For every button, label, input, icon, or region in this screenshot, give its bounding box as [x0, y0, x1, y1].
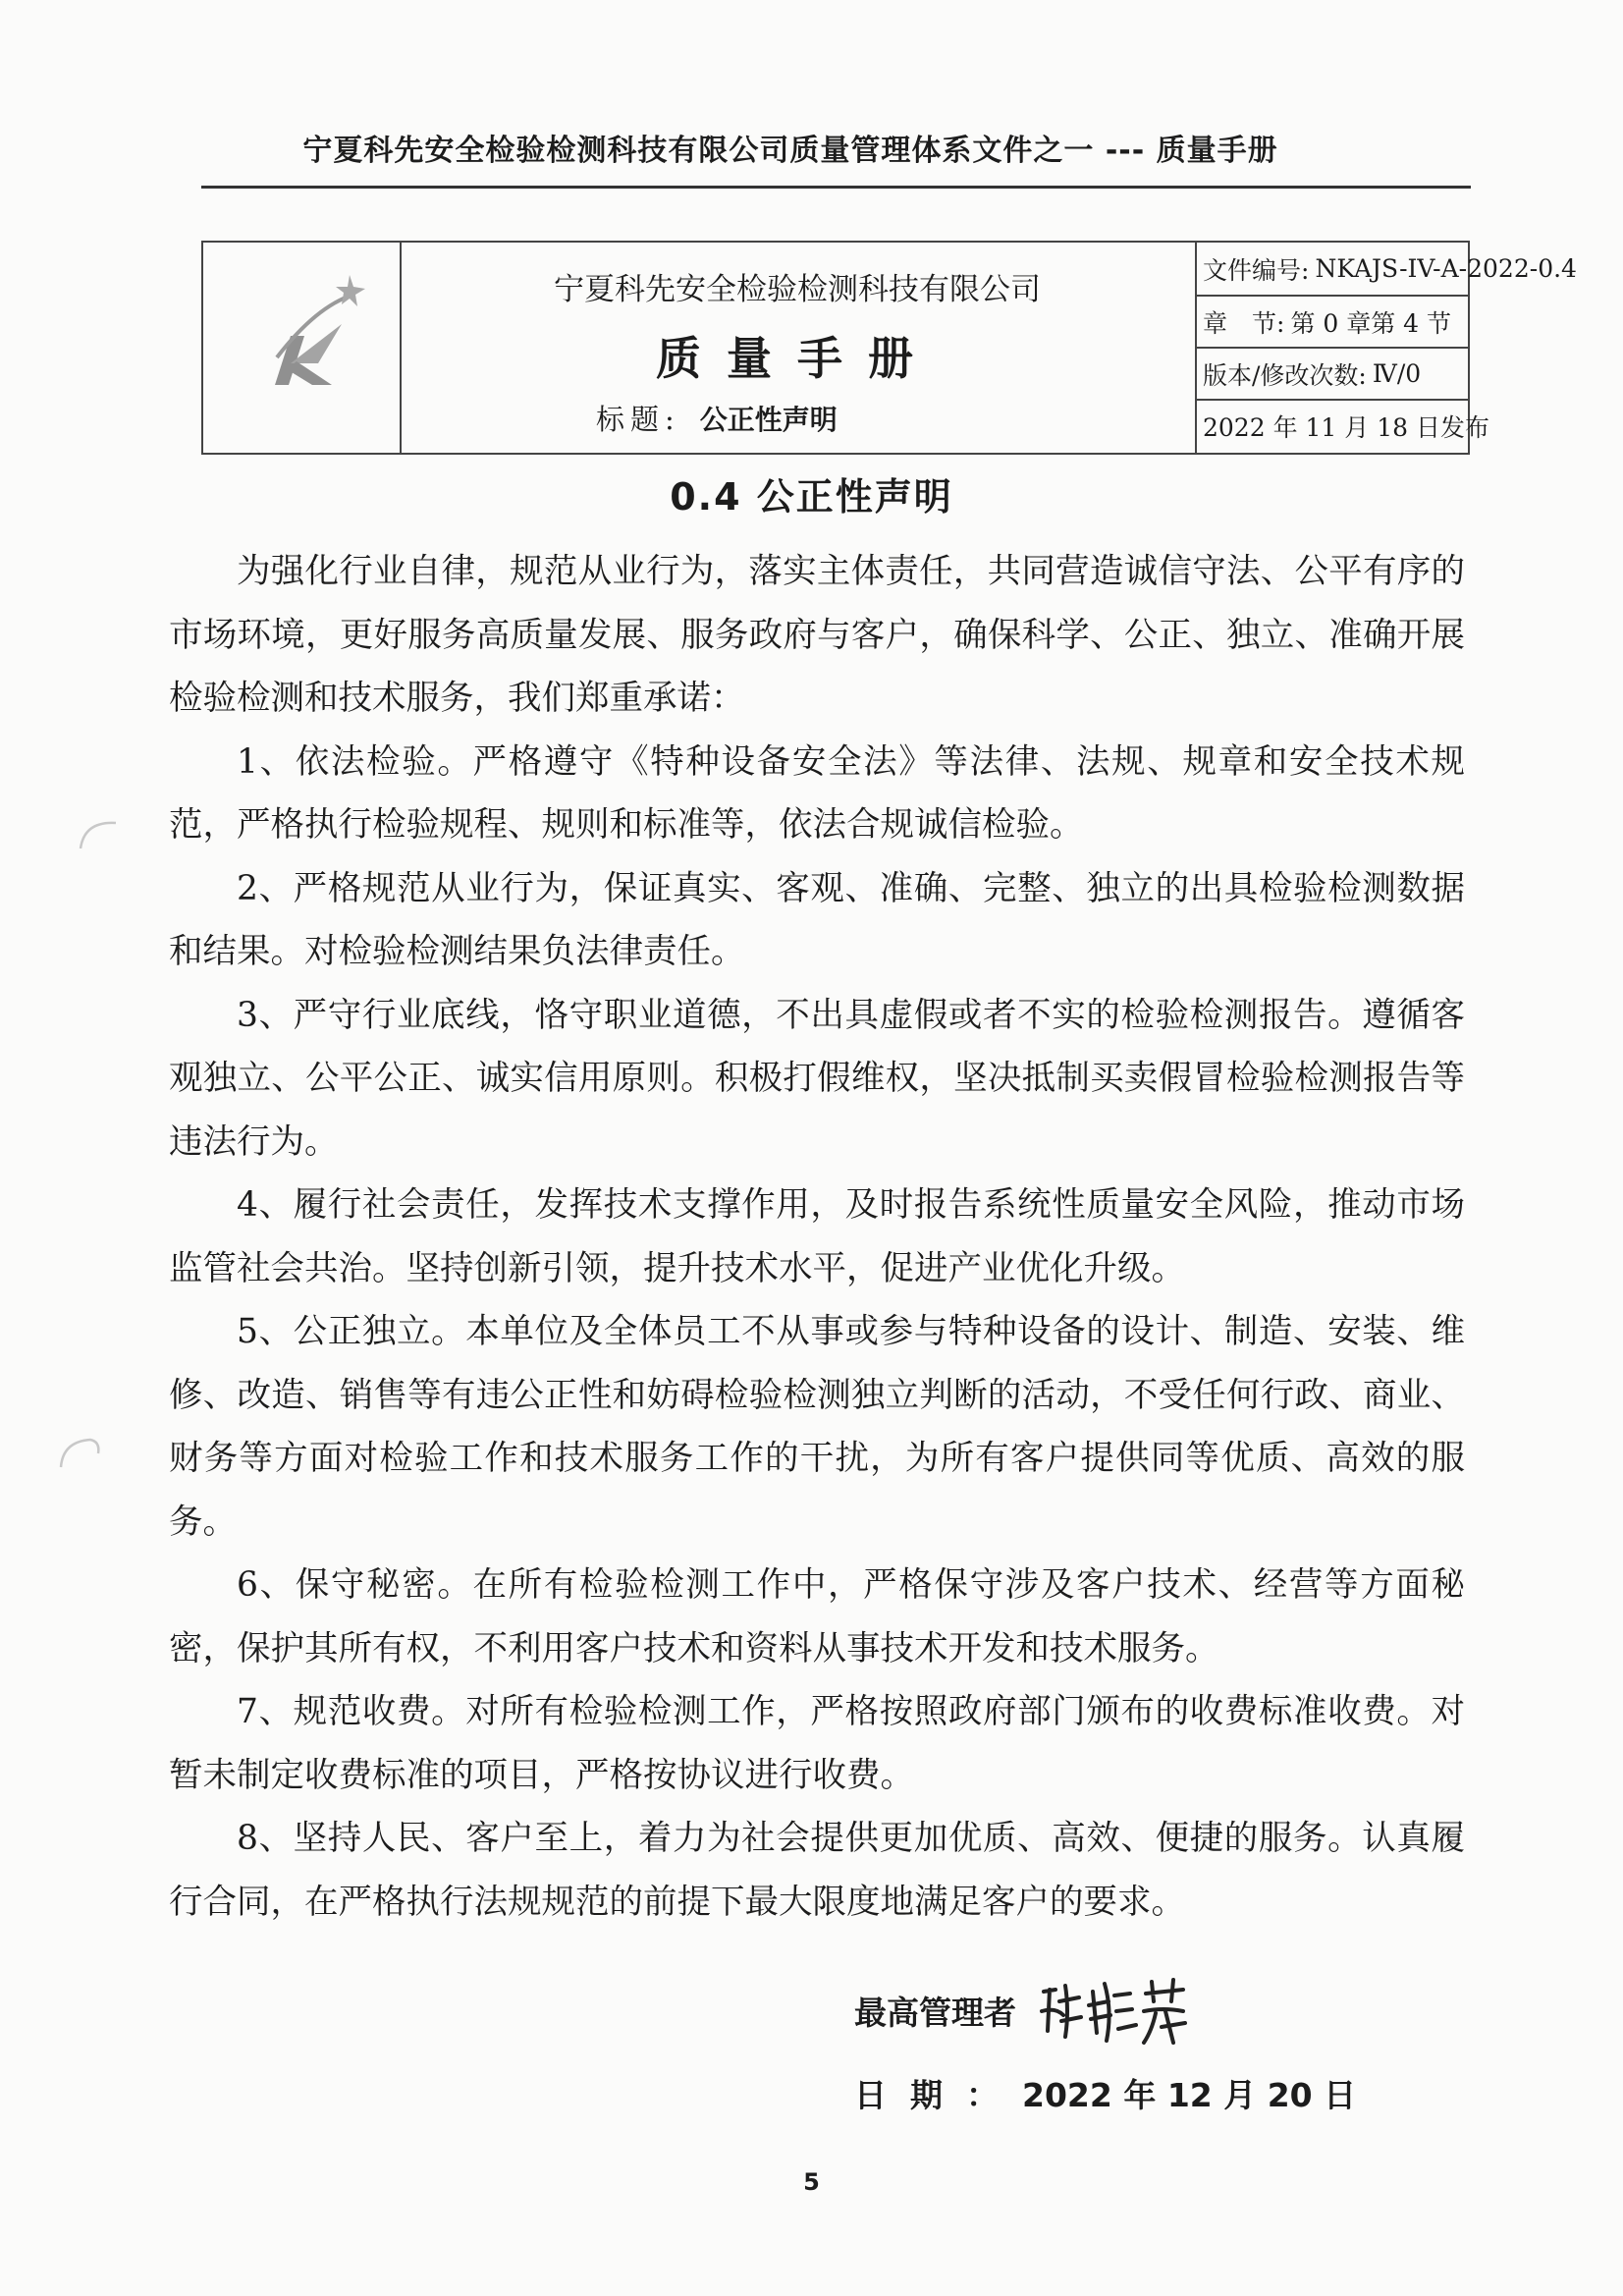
sign-date-line [854, 2070, 1356, 2116]
sign-date: 2022 年 12 月 20 日 [1022, 2076, 1357, 2114]
commitment-7: 7、规范收费。对所有检验检测工作，严格按照政府部门颁布的收费标准收费。对暂未制定收费标准的项目，严格按协议进行收费。 [169, 1692, 1465, 1795]
intro-paragraph: 为强化行业自律，规范从业行为，落实主体责任，共同营造诚信守法、公平有序的市场环境，更好服务高质量发展、服务政府与客户，确保科学、公正、独立、准确开展检验检测和技术服务，我们郑重承诺： [169, 552, 1465, 718]
company-name: 宁夏科先安全检验检测科技有限公司 [554, 272, 1041, 307]
title-value: 公正性声明 [699, 404, 838, 436]
logo-cell [203, 243, 402, 453]
document-title-line [596, 398, 838, 438]
punch-hole-mark [75, 815, 124, 854]
issued-row [1195, 399, 1489, 451]
file-number-label: 文件编号: [1203, 255, 1310, 285]
commitment-1: 1、依法检验。严格遵守《特种设备安全法》等法律、法规、规章和安全技术规范，严格执行检验规程、规则和标准等，依法合规诚信检验。 [169, 741, 1465, 845]
commitment-2: 2、严格规范从业行为，保证真实、客观、准确、完整、独立的出具检验检测数据和结果。对检验检测结果负法律责任。 [169, 868, 1465, 971]
commitment-4: 4、履行社会责任，发挥技术支撑作用，及时报告系统性质量安全风险，推动市场监管社会共治。坚持创新引领，提升技术水平，促进产业优化升级。 [169, 1185, 1465, 1288]
commitment-6: 6、保守秘密。在所有检验检测工作中，严格保守涉及客户技术、经营等方面秘密，保护其所有权，不利用客户技术和资料从事技术开发和技术服务。 [169, 1565, 1465, 1668]
title-label: 标题: [596, 403, 680, 436]
statement-body [169, 540, 1465, 1934]
meta-cell [1195, 243, 1577, 453]
version-label: 版本/修改次数: [1203, 360, 1367, 390]
section-value: 第 0 章第 4 节 [1290, 308, 1452, 338]
header-rule [201, 186, 1471, 189]
document-control-table [201, 241, 1577, 455]
section-row [1195, 295, 1468, 347]
file-number: NKAJS-IV-A-2022-0.4 [1315, 254, 1577, 283]
manual-name: 质量手册 [656, 332, 939, 385]
commitment-8: 8、坚持人民、客户至上，着力为社会提供更加优质、高效、便捷的服务。认真履行合同，在严格执行法规规范的前提下最大限度地满足客户的要求。 [169, 1819, 1465, 1922]
section-label: 章 节: [1203, 308, 1285, 338]
title-cell [400, 243, 1197, 453]
company-logo [247, 267, 365, 395]
issued-date: 2022 年 11 月 18 日发布 [1203, 412, 1489, 442]
running-header: 宁夏科先安全检验检测科技有限公司质量管理体系文件之一 --- 质量手册 [302, 134, 1278, 168]
date-label: 日期： [854, 2076, 1022, 2114]
file-number-row [1195, 243, 1577, 295]
page-number: 5 [803, 2168, 820, 2196]
manager-label: 最高管理者 [854, 1994, 1016, 2032]
commitment-5: 5、公正独立。本单位及全体员工不从事或参与特种设备的设计、制造、安装、维修、改造、销售等有违公正性和妨碍检验检测独立判断的活动，不受任何行政、商业、财务等方面对检验工作和技术服务工作的干扰，为所有客户提供同等优质、高效的服务。 [169, 1312, 1465, 1542]
document-heading: 0.4 公正性声明 [670, 475, 953, 519]
handwritten-signature [1036, 1972, 1193, 2050]
version-value: Ⅳ/0 [1372, 359, 1422, 388]
commitment-3: 3、严守行业底线，恪守职业道德，不出具虚假或者不实的检验检测报告。遵循客观独立、公平公正、诚实信用原则。积极打假维权，坚决抵制买卖假冒检验检测报告等违法行为。 [169, 995, 1465, 1162]
version-row [1195, 347, 1468, 399]
punch-hole-mark [55, 1434, 104, 1473]
